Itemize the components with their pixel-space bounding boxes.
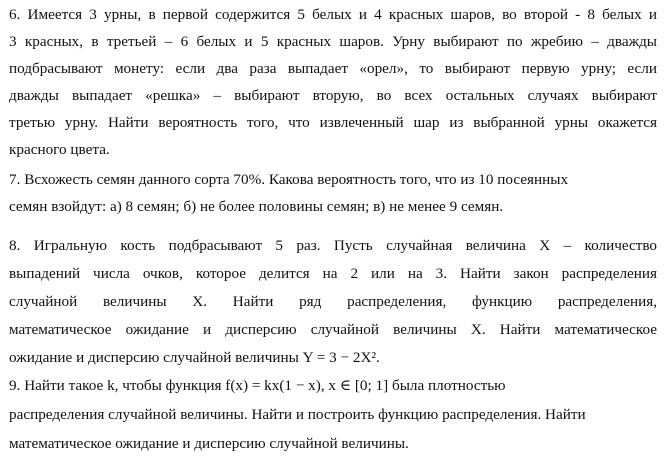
problem-7-line-1: 7. Всхожесть семян данного сорта 70%. Какова вероятность того, что из 10 посеянных <box>9 171 569 188</box>
problem-6-line-3: подбрасывают монету: если два раза выпадает «орел», то выбирают первую урну; если <box>9 60 657 77</box>
problem-8-line-2: выпадений числа очков, которое делится на 2 или на 3. Найти закон распределения <box>9 265 657 282</box>
problem-9-line-3: математическое ожидание и дисперсию случайной величины. <box>9 435 409 452</box>
problem-9-line-1: 9. Найти такое k, чтобы функция f(x) = kx(1 − x), x ∈ [0; 1] была плотностью <box>9 377 506 394</box>
problem-6-line-6: красного цвета. <box>9 141 110 158</box>
problem-8-line-5: ожидание и дисперсию случайной величины Y = 3 − 2X². <box>9 349 380 366</box>
problem-6-line-2: 3 красных, в третьей – 6 белых и 5 красных шаров. Урну выбирают по жребию – дважды <box>9 33 657 50</box>
problem-6-line-4: дважды выпадает «решка» – выбирают вторую, во всех остальных случаях выбирают <box>9 87 657 104</box>
problem-6-line-1: 6. Имеется 3 урны, в первой содержится 5 белых и 4 красных шаров, во второй - 8 белых и <box>9 6 657 23</box>
problem-9-line-2: распределения случайной величины. Найти и построить функцию распределения. Найти <box>9 406 586 423</box>
problem-8-line-4: математическое ожидание и дисперсию случайной величины Х. Найти математическое <box>9 321 657 338</box>
problem-8-line-3: случайной величины X. Найти ряд распределения, функцию распределения, <box>9 293 657 310</box>
problem-8-line-1: 8. Игральную кость подбрасывают 5 раз. Пусть случайная величина X – количество <box>9 237 657 254</box>
problem-7-line-2: семян взойдут: а) 8 семян; б) не более половины семян; в) не менее 9 семян. <box>9 198 504 215</box>
problem-6-line-5: третью урну. Найти вероятность того, что извлеченный шар из выбранной урны окажется <box>9 114 657 131</box>
